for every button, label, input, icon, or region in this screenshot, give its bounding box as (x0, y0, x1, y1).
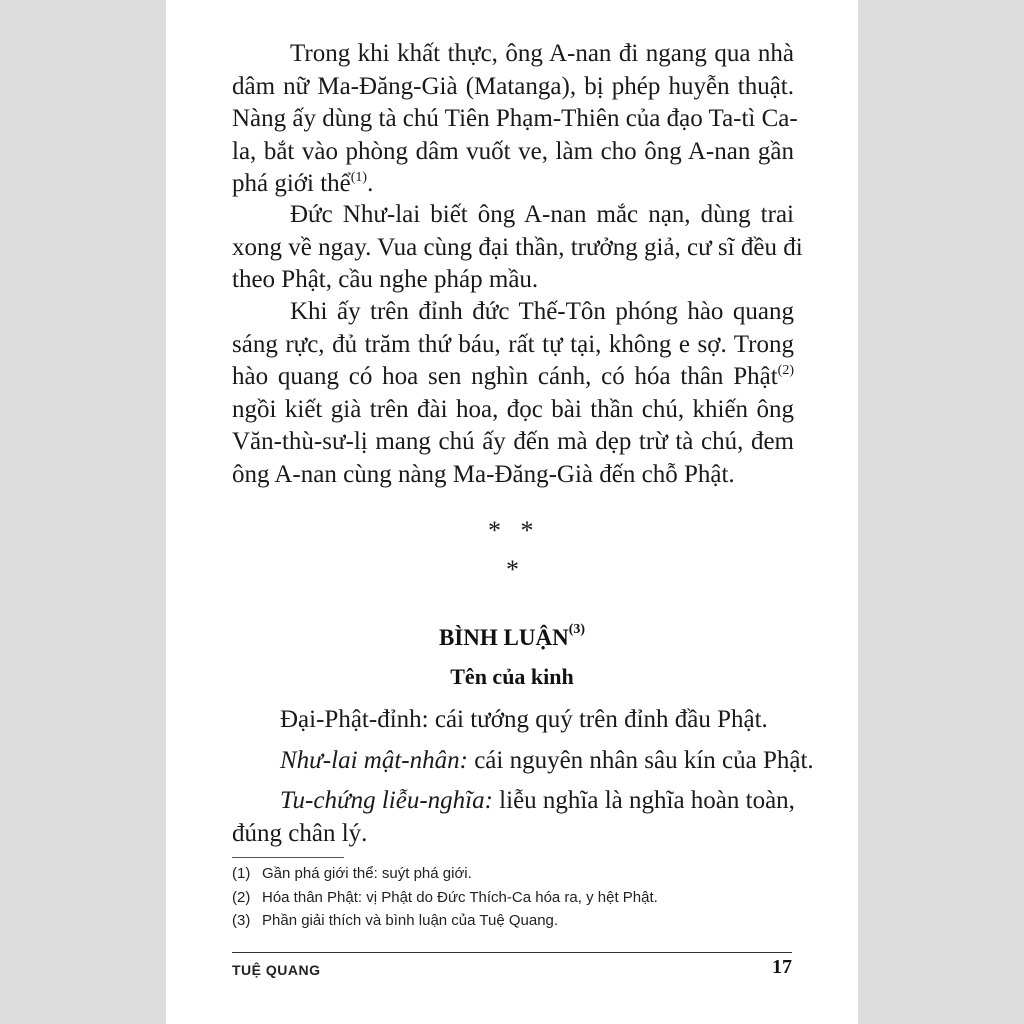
text-line: Đức Như-lai biết ông A-nan mắc nạn, dùng trai (290, 201, 794, 228)
text-line: dâm nữ Ma-Đăng-Già (Matanga), bị phép huyễn thuật. (232, 72, 794, 100)
definition-continuation: đúng chân lý. (232, 819, 368, 847)
footnote-number: (2) (232, 888, 251, 906)
definition-text: cái tướng quý trên đỉnh đầu Phật. (428, 706, 768, 733)
text-line: ngồi kiết già trên đài hoa, đọc bài thần chú, khiến ông (232, 395, 794, 423)
definition-item (232, 704, 794, 737)
paragraph-1 (232, 38, 798, 201)
divider-stars-top: * * (488, 516, 534, 545)
definition-term: Như-lai mật-nhân: (280, 746, 468, 774)
section-title (166, 622, 858, 651)
definition-item (232, 745, 814, 778)
text-line: xong về ngay. Vua cùng đại thần, trưởng giả, cư sĩ đều đi (232, 233, 803, 261)
footer-author: TUỆ QUANG (232, 962, 321, 978)
footnote-marker: (3) (568, 622, 586, 637)
section-title-text: BÌNH LUẬN (438, 625, 569, 650)
text-fragment: phá giới thể (232, 170, 351, 197)
definition-text: Đại-Phật-đỉnh: (280, 706, 429, 733)
definition-term: Tu-chứng liễu-nghĩa: (280, 787, 493, 814)
text-line (232, 361, 794, 394)
footnote-item (232, 909, 792, 933)
divider-stars-bottom: * (506, 555, 519, 584)
text-line: ông A-nan cùng nàng Ma-Đăng-Già đến chỗ Phật. (232, 460, 735, 488)
page-number: 17 (772, 956, 792, 978)
text-line (232, 168, 794, 201)
text-line: la, bắt vào phòng dâm vuốt ve, làm cho ông A-nan gần (232, 137, 794, 165)
footnote-item (232, 862, 792, 886)
footnote-text: Hóa thân Phật: vị Phật do Đức Thích-Ca hóa ra, y hệt Phật. (262, 888, 658, 906)
footnote-divider (232, 857, 344, 858)
definition-text: cái nguyên nhân sâu kín của Phật. (467, 746, 814, 774)
footnotes (232, 862, 792, 933)
paragraph-2 (232, 199, 803, 297)
text-line: Nàng ấy dùng tà chú Tiên Phạm-Thiên của đạo Ta-tì Ca- (232, 105, 798, 132)
text-line: Trong khi khất thực, ông A-nan đi ngang qua nhà (290, 40, 794, 67)
footnote-number: (3) (232, 912, 251, 929)
paragraph-3 (232, 296, 794, 491)
text-fragment: hào quang có hoa sen nghìn cánh, có hóa thân Phật (232, 363, 778, 390)
book-page (166, 0, 858, 1024)
text-fragment: . (367, 170, 374, 197)
text-line: Văn-thù-sư-lị mang chú ấy đến mà dẹp trừ tà chú, đem (232, 428, 794, 455)
definition-item (232, 785, 794, 818)
text-line: Khi ấy trên đỉnh đức Thế-Tôn phóng hào quang (290, 298, 794, 325)
footnote-number: (1) (232, 865, 251, 882)
footnote-marker: (1) (350, 170, 368, 185)
footnote-marker: (2) (777, 363, 794, 378)
section-subtitle: Tên của kinh (450, 664, 574, 689)
footer-divider (232, 952, 792, 953)
text-line: theo Phật, cầu nghe pháp mầu. (232, 266, 539, 293)
footnote-item (232, 886, 792, 910)
text-line: sáng rực, đủ trăm thứ báu, rất tự tại, không e sợ. Trong (232, 330, 794, 358)
footnote-text: Phần giải thích và bình luận của Tuệ Quang. (262, 912, 559, 929)
definition-text: liễu nghĩa là nghĩa hoàn toàn, (492, 787, 795, 814)
footnote-text: Gần phá giới thể: suýt phá giới. (262, 865, 472, 882)
definitions (232, 704, 814, 850)
